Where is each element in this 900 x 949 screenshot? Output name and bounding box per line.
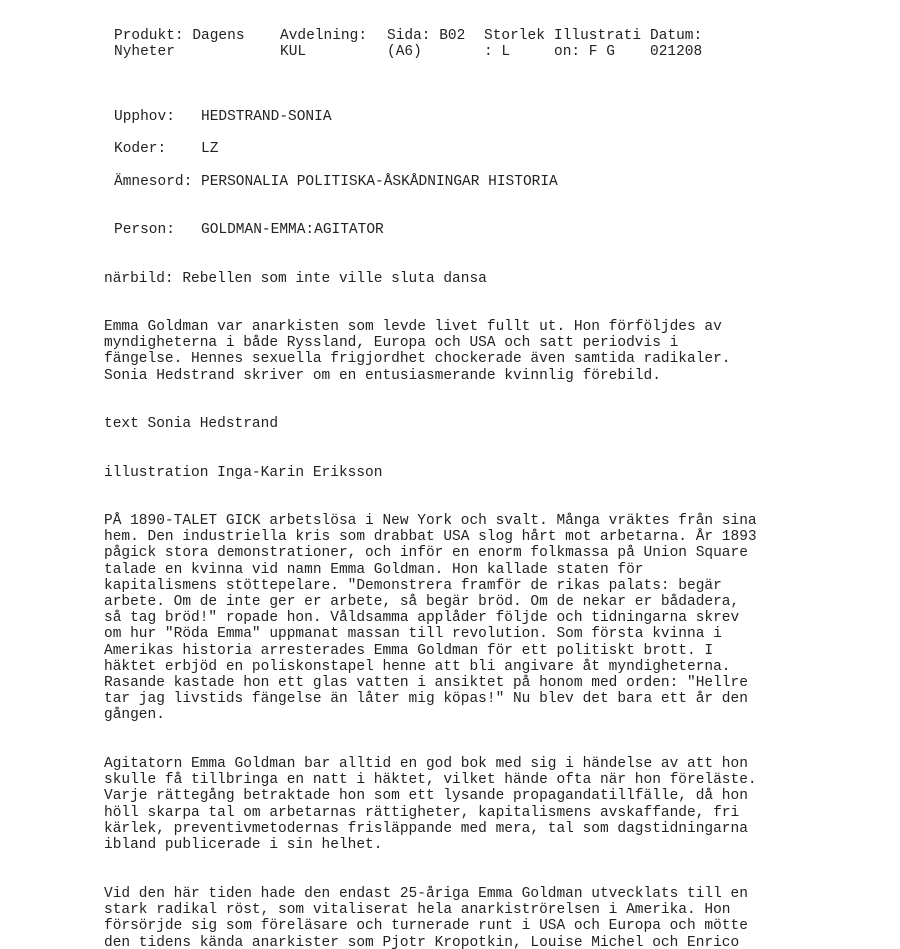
avdelning-field: Avdelning: KUL bbox=[280, 28, 368, 61]
koder-value: LZ bbox=[201, 141, 219, 157]
produkt-field: Produkt: Dagens Nyheter bbox=[114, 28, 245, 61]
person-value: GOLDMAN-EMMA:AGITATOR bbox=[201, 222, 384, 238]
body-paragraph: PÅ 1890-TALET GICK arbetslösa i New York och svalt. Många vräktes från sina hem. Den industriella kris som drabbat USA slog hårt mot arbetarna. År 1893 pågick stora demonstrationer, och inför en enorm folkmassa på Union Square talade en kvinna vid namn Emma Goldman. Hon kallade staten för kapitalismens stöttepelare. "Demonstrera framför de rikas palats: begär arbete. Om de inte ger er arbete, så begär bröd. Om de nekar er bådadera, så tag bröd!" ropade hon. Våldsamma applåder följde och tidningarna skrev om hur "Röda Emma" uppmanat massan till revolution. Som första kvinna i Amerikas historia arresterades Emma Goldman för ett politiskt brott. I häktet erbjöd en poliskonstapel henne att bli angivare åt myndigheterna. Rasande kastade hon ett glas vatten i ansiktet på honom med orden: "Hellre tar jag livstids fängelse än låter mig köpas!" Nu blev det bara ett år den gången. bbox=[104, 513, 757, 724]
storlek-field: Storlek : L bbox=[484, 28, 545, 61]
person-label: Person: bbox=[114, 222, 175, 238]
datum-field: Datum: 021208 bbox=[650, 28, 703, 61]
amnesord-row bbox=[114, 174, 558, 190]
amnesord-value: PERSONALIA POLITISKA-ÅSKÅDNINGAR HISTORIA bbox=[201, 174, 558, 190]
koder-label: Koder: bbox=[114, 141, 167, 157]
upphov-row bbox=[114, 109, 332, 125]
byline-illustration: illustration Inga-Karin Eriksson bbox=[104, 465, 383, 481]
person-row bbox=[114, 222, 384, 238]
metadata-header bbox=[114, 28, 730, 60]
upphov-label: Upphov: bbox=[114, 109, 175, 125]
upphov-value: HEDSTRAND-SONIA bbox=[201, 109, 332, 125]
body-paragraph: Agitatorn Emma Goldman bar alltid en god bok med sig i händelse av att hon skulle få tillbringa en natt i häktet, vilket hände ofta när hon föreläste. Varje rättegång betraktade hon som ett lysande propagandatillfälle, då hon höll skarpa tal om arbetarnas rättigheter, kapitalismens avskaffande, fri kärlek, preventivmetodernas frisläppande med mera, tal som dagstidningarna ibland publicerade i sin helhet. bbox=[104, 756, 757, 854]
sida-field: Sida: B02 (A6) bbox=[387, 28, 466, 61]
article-ingress: Emma Goldman var anarkisten som levde livet fullt ut. Hon förföljdes av myndigheterna i både Ryssland, Europa och USA och satt periodvis i fängelse. Hennes sexuella frigjordhet chockerade även samtida radikaler. Sonia Hedstrand skriver om en entusiasmerande kvinnlig förebild. bbox=[104, 319, 731, 384]
article-kicker: närbild: Rebellen som inte ville sluta dansa bbox=[104, 271, 487, 287]
koder-row bbox=[114, 141, 218, 157]
illustration-field: Illustrati on: F G bbox=[554, 28, 642, 61]
amnesord-label: Ämnesord: bbox=[114, 174, 193, 190]
byline-text: text Sonia Hedstrand bbox=[104, 416, 279, 432]
body-paragraph: Vid den här tiden hade den endast 25-åriga Emma Goldman utvecklats till en stark radikal röst, som vitaliserat hela anarkiströrelsen i Amerika. Hon försörjde sig som föreläsare och turnerade runt i USA och Europa och mötte den tidens kända anarkister som Pjotr Kropotkin, Louise Michel och Enrico bbox=[104, 886, 748, 949]
